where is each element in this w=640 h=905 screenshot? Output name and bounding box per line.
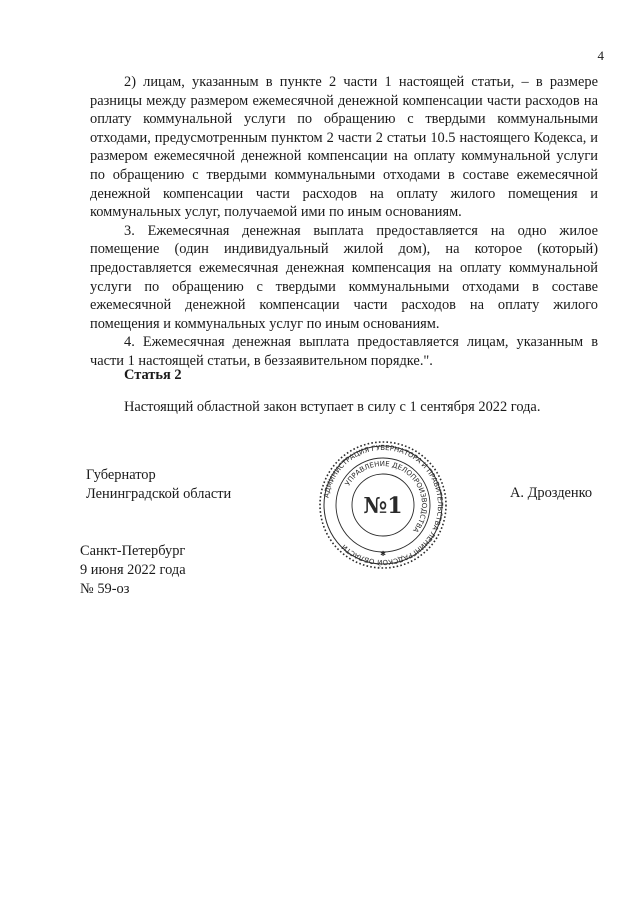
signing-city: Санкт-Петербург (80, 543, 186, 559)
signer-position (86, 466, 231, 504)
paragraph-3: 3. Ежемесячная денежная выплата предоставляется на одно жилое помещение (один индивидуальный жилой дом), на которое (который) предоставляется ежемесячная денежная компенсация на оплату коммунальной услуги по обращению с твердыми коммунальными отходами в составе ежемесячной денежной компенсации части расходов на оплату жилого помещения и коммунальных услуг по иным основаниям. (90, 222, 598, 332)
signer-name: А. Дрозденко (510, 485, 593, 501)
signer-position-line1: Губернатор (86, 467, 156, 483)
article-text: Настоящий областной закон вступает в силу с 1 сентября 2022 года. (124, 399, 541, 415)
article-title: Статья 2 (124, 367, 182, 383)
paragraph-4: 4. Ежемесячная денежная выплата предоставляется лицам, указанным в части 1 настоящей статьи, в беззаявительном порядке.". (90, 334, 598, 369)
place-date-block (80, 542, 186, 599)
paragraph-2-item: 2) лицам, указанным в пункте 2 части 1 настоящей статьи, – в размере разницы между размером ежемесячной денежной компенсации части расходов на оплату коммунальной услуги по обращению с твердыми коммунальными отходами, предусмотренным пунктом 2 части 2 статьи 10.5 настоящего Кодекса, и размером ежемесячной денежной компенсации на оплату коммунальной услуги по обращению с твердыми коммунальными отходами в составе ежемесячной денежной компенсации части расходов на оплату жилого помещения и коммунальных услуг, получаемой ими по иным основаниям. (90, 74, 598, 221)
official-seal-stamp (318, 440, 448, 570)
seal-inner-text: УПРАВЛЕНИЕ ДЕЛОПРОИЗВОДСТВА (343, 459, 429, 534)
seal-outer-text: АДМИНИСТРАЦИЯ ГУБЕРНАТОРА И ПРАВИТЕЛЬСТВА ЛЕНИНГРАДСКОЙ ОБЛАСТИ (322, 443, 445, 567)
law-number: № 59-оз (80, 581, 130, 597)
seal-number: №1 (363, 493, 403, 519)
page-number: 4 (597, 48, 604, 63)
signing-date: 9 июня 2022 года (80, 562, 186, 578)
law-body-text (90, 73, 598, 371)
seal-star-icon: ✱ (380, 550, 386, 558)
signer-position-line2: Ленинградской области (86, 486, 232, 502)
